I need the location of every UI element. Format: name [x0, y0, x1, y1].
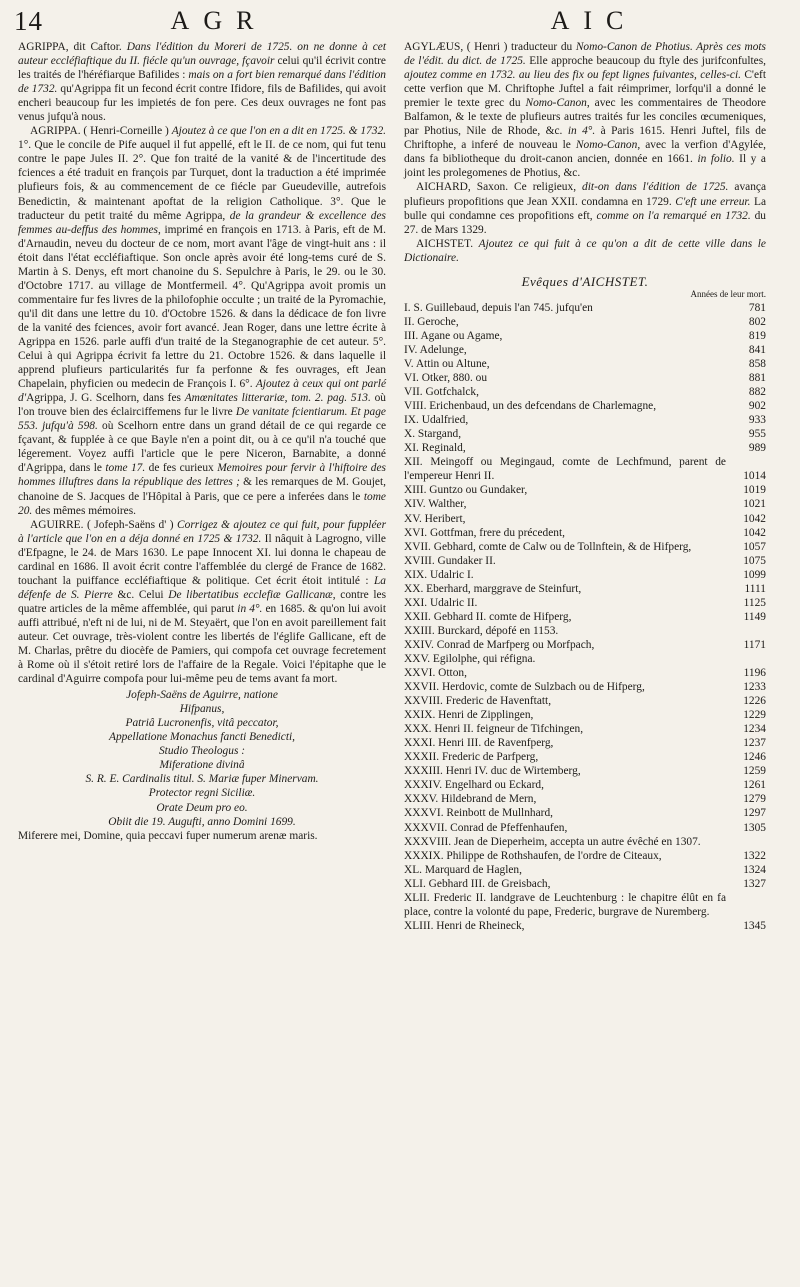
bishop-death-year: 1099	[743, 568, 766, 581]
text-run: avança plufieurs propofitions que Jean XXII. condamna en 1729.	[404, 181, 767, 208]
text-run: où Scelhorn entre dans un grand détail de ce qui regarde ce fçavant, & fupplée à ce que Bayle n'en a point dit, ou à ce qu'il n'a touché que légerement. Voyez auffi l'article que le pere Niceron, Barnabite, a donné d'Agrippa, dans le	[18, 420, 387, 475]
text-run: où l'on trouve bien des éclairciffemens fur le livre	[18, 392, 386, 419]
text-run: du 27. de Mars 1329.	[404, 209, 766, 236]
entry-agylaeus	[404, 40, 766, 180]
bishop-entry	[404, 540, 766, 554]
bishop-name: V. Attin ou Altune,	[404, 357, 490, 370]
text-run: Miferere mei, Domine, quia peccavi fuper numerum arenæ maris.	[18, 829, 318, 842]
bishop-death-year: 1226	[743, 695, 766, 708]
bishop-entry	[404, 750, 766, 764]
italic-run: tome 20.	[18, 490, 386, 517]
bishop-name: XVI. Gottfman, frere du précedent,	[404, 526, 565, 539]
italic-run: Nomo-Canon de Photius. Après ces mots de l'édit. du dict. de 1725.	[404, 41, 766, 68]
epitaph-line: Jofeph-Saëns de Aguirre, natione	[126, 689, 278, 702]
italic-run: La défenfe de S. Pierre	[18, 574, 386, 601]
bishop-death-year: 1042	[743, 512, 766, 525]
italic-run: in 4°.	[237, 602, 263, 615]
bishop-death-year: 933	[748, 414, 766, 427]
bishop-death-year: 1327	[743, 877, 766, 890]
bishop-entry	[404, 301, 766, 315]
italic-run: comme on l'a remarqué en 1732.	[596, 209, 751, 222]
bishop-name: III. Agane ou Agame,	[404, 329, 503, 342]
bishop-entry	[404, 680, 766, 694]
bishop-entry	[404, 554, 766, 568]
bishop-death-year: 989	[748, 442, 766, 455]
italic-run: Et page 553. jufqu'à 598.	[18, 406, 386, 433]
bishop-death-year: 1237	[743, 737, 766, 750]
bishop-death-year: 1125	[743, 596, 766, 609]
bishop-entry	[404, 610, 766, 624]
bishop-death-year: 1345	[743, 919, 766, 932]
page-number: 14	[14, 6, 43, 36]
bishop-entry	[404, 483, 766, 497]
italic-run: Memoires pour fervir à l'hiftoire des hommes illuftres dans la république des lettres ;	[18, 462, 386, 489]
bishop-entry	[404, 371, 766, 385]
text-run: à Paris 1615. Henri Juftel, fils de Chriftophe, a inferé de nouveau le	[404, 125, 767, 152]
bishop-entry	[404, 877, 766, 891]
entry-aguirre	[18, 518, 386, 687]
bishop-entry	[404, 821, 766, 835]
bishop-name: XII. Meingoff ou Megingaud, comte de Lechfmund, parent de l'empereur Henri II.	[404, 456, 726, 483]
bishop-entry	[404, 399, 766, 413]
bishop-name: XXXIII. Henri IV. duc de Wirtemberg,	[404, 765, 581, 778]
text-run: C'eft cette verfion que M. Chriftophe Juftel a fait réimprimer, lorfqu'il a donné le premier le texte grec du	[404, 69, 766, 110]
italic-run: mais on a fort bien remarqué dans l'édition de 1732.	[18, 69, 386, 96]
bishops-list-title: Evêques d'AICHSTET.	[521, 273, 649, 289]
bishop-death-year: 1014	[743, 470, 766, 483]
text-run: celui qu'il écrivit contre les traités de l'héréfiarque Bafilides :	[18, 55, 386, 82]
bishop-name: XXXVII. Conrad de Pfeffenhaufen,	[404, 821, 568, 834]
page-header	[14, 6, 786, 36]
bishop-name: XXXII. Frederic de Parfperg,	[404, 751, 539, 764]
bishop-death-year: 881	[748, 372, 766, 385]
text-run: AICHARD, Saxon. Ce religieux,	[416, 181, 583, 194]
epitaph-closing	[18, 829, 386, 843]
bishop-death-year: 1324	[743, 863, 766, 876]
bishop-entry	[404, 835, 766, 849]
italic-run: Ajoutez à ce que l'on en a dit en 1725. & 1732.	[171, 125, 386, 138]
text-run: , avec la verfion d'Agylée, dans fa bibliotheque du droit-canon ancien, donnée en 1661.	[404, 139, 766, 166]
bishop-name: XXVI. Otton,	[404, 667, 467, 680]
bishop-name: IV. Adelunge,	[404, 343, 467, 356]
text-run: de fes curieux	[145, 462, 218, 475]
italic-run: in folio.	[697, 153, 735, 166]
italic-run: Nomo-Canon	[575, 139, 638, 152]
bishop-death-year: 858	[748, 357, 766, 370]
bishop-entry	[404, 315, 766, 329]
bishop-death-year: 1019	[743, 484, 766, 497]
bishop-entry	[404, 526, 766, 540]
bishop-entry	[404, 764, 766, 778]
bishop-death-year: 1229	[743, 709, 766, 722]
bishop-entry	[404, 497, 766, 511]
bishop-name: XXVII. Herdovic, comte de Sulzbach ou de Hifperg,	[404, 681, 645, 694]
bishop-death-year: 1234	[743, 723, 766, 736]
entry-agrippa-cornelius	[18, 124, 386, 517]
bishop-death-year: 955	[748, 428, 766, 441]
bishop-entry	[404, 806, 766, 820]
bishop-entry	[404, 568, 766, 582]
bishop-name: XXII. Gebhard II. comte de Hifperg,	[404, 610, 572, 623]
bishop-name: I. S. Guillebaud, depuis l'an 745. jufqu'en	[404, 301, 593, 314]
bishop-name: XVIII. Gundaker II.	[404, 554, 496, 567]
epitaph-line: Appellatione Monachus fancti Benedicti,	[109, 731, 295, 744]
bishop-name: XXXI. Henri III. de Ravenfperg,	[404, 737, 554, 750]
bishop-name: XXVIII. Frederic de Havenftatt,	[404, 695, 552, 708]
bishop-death-year: 1233	[743, 681, 766, 694]
text-run: Agrippa, J. G. Scelhorn, dans fes	[26, 392, 185, 405]
bishop-death-year: 1042	[743, 526, 766, 539]
entry-aichstet	[404, 237, 766, 265]
bishop-death-year: 902	[748, 400, 766, 413]
bishop-entry	[404, 638, 766, 652]
bishop-death-year: 1246	[743, 751, 766, 764]
text-run: &c. Celui	[112, 588, 169, 601]
epitaph-line: Protector regni Siciliæ.	[148, 787, 256, 800]
bishop-name: II. Geroche,	[404, 315, 459, 328]
italic-run: Ajoutez ce qui fuit à ce qu'on a dit de cette ville dans le Dictionaire.	[404, 237, 766, 264]
bishop-death-year: 1196	[743, 667, 766, 680]
bishop-death-year: 1021	[743, 498, 766, 511]
bishop-death-year: 1279	[743, 793, 766, 806]
bishops-list	[404, 301, 766, 933]
italic-run: Ajoutez à ceux qui ont parlé d'	[18, 378, 387, 405]
text-run: en 1685. & qu'on lui avoit auffi attribué, n'eft ni de lui, ni de M. Steyaërt, que l'on en avoit pareillement fait auteur. Cet ouvrage, très-violent contre les libertés de l'églife Gallicane, eft de M. Charlas, prêtre du diocèfe de Pamiers, qui compofa cet ouvrage fecretement à Rome où il s'étoit retiré lors de l'affaire de la Regale. Voici l'épitaphe que le cardinal d'Aguirre compofa pour lui-même peu de tems avant fa mort.	[18, 602, 386, 686]
bishop-name: XIV. Walther,	[404, 498, 467, 511]
italic-run: dit-on dans l'édition de 1725.	[582, 181, 729, 194]
text-run: AGUIRRE. ( Jofeph-Saëns d' )	[30, 518, 178, 531]
bishop-name: XXXV. Hildebrand de Mern,	[404, 793, 537, 806]
bishop-name: XXXIV. Engelhard ou Eckard,	[404, 779, 544, 792]
text-run: AGRIPPA, dit Caftor.	[18, 41, 127, 53]
italic-run: Dans l'édition du Moreri de 1725. on ne donne à cet auteur eccléfiaftique du II. fiécle qu'un ouvrage, fçavoir	[18, 41, 386, 68]
epitaph-line: Obiit die 19. Augufti, anno Domini 1699.	[108, 815, 296, 828]
bishop-entry	[404, 863, 766, 877]
bishop-entry	[404, 694, 766, 708]
bishop-name: XXIII. Burckard, dépofé en 1153.	[404, 624, 559, 637]
bishop-entry	[404, 652, 766, 666]
bishop-death-year: 1111	[744, 582, 766, 595]
text-run: Il y a joint les prolegomenes de Photius, &c.	[404, 153, 766, 180]
right-column	[404, 40, 766, 933]
bishop-name: XL. Marquard de Haglen,	[404, 863, 522, 876]
running-head-left: AGR	[170, 6, 268, 35]
bishop-name: XI. Reginald,	[404, 442, 466, 455]
epitaph-line: S. R. E. Cardinalis titul. S. Mariæ fuper Minervam.	[85, 773, 319, 786]
bishop-name: XIII. Guntzo ou Gundaker,	[404, 484, 528, 497]
bishop-name: XLII. Frederic II. landgrave de Leuchtenburg : le chapitre élût en fa place, contre la volonté du pape, Frederic, burgrave de Nuremberg.	[404, 891, 726, 918]
bishop-entry	[404, 722, 766, 736]
bishop-death-year: 1261	[743, 779, 766, 792]
bishop-name: VIII. Erichenbaud, un des defcendans de Charlemagne,	[404, 400, 657, 413]
italic-run: C'eft une erreur.	[675, 195, 751, 208]
bishop-entry	[404, 357, 766, 371]
bishop-entry	[404, 666, 766, 680]
bishop-death-year: 1259	[743, 765, 766, 778]
italic-run: Amœnitates litterariæ, tom. 2. pag. 513.	[184, 392, 371, 405]
italic-run: tome 17.	[105, 462, 146, 475]
bishop-name: XXXVI. Reinbott de Mullnhard,	[404, 807, 554, 820]
bishop-name: XIX. Udalric I.	[404, 568, 474, 581]
text-run: & les remarques de M. Goujet, chanoine de S. Jacques de l'Hôpital à Paris, que ce pere a inferées dans le	[18, 476, 386, 503]
epitaph-line: Patriâ Lucronenfis, vitâ peccator,	[125, 717, 279, 730]
italic-run: Nomo-Canon	[525, 97, 587, 110]
italic-run: De libertatibus ecclefiæ Gallicanæ	[168, 588, 333, 601]
text-run: des mêmes mémoires.	[32, 504, 137, 517]
bishop-name: XXV. Egilolphe, qui réfigna.	[404, 652, 536, 665]
bishop-death-year: 781	[748, 301, 766, 314]
text-run: Elle approche beaucoup du ftyle des jurifconfultes,	[525, 55, 767, 68]
bishop-death-year: 1149	[743, 610, 766, 623]
bishop-death-year: 1322	[743, 849, 766, 862]
running-head-right: AIC	[550, 6, 638, 35]
bishop-entry	[404, 792, 766, 806]
bishop-entry	[404, 919, 766, 933]
bishop-death-year: 819	[748, 329, 766, 342]
bishop-name: XXIX. Henri de Zipplingen,	[404, 709, 534, 722]
italic-run: De vanitate fcientiarum.	[235, 406, 348, 419]
epitaph-line: Miferatione divinâ	[159, 759, 245, 772]
italic-run: de la grandeur & excellence des femmes au-deffus des hommes	[18, 209, 386, 236]
bishop-name: XXXIX. Philippe de Rothshaufen, de l'ordre de Citeaux,	[404, 849, 662, 862]
bishop-name: XXIV. Conrad de Marfperg ou Morfpach,	[404, 638, 595, 651]
epitaph-line: Hifpanus,	[179, 703, 225, 716]
bishop-name: VII. Gotfchalck,	[404, 386, 479, 399]
bishop-name: XXI. Udalric II.	[404, 596, 478, 609]
bishop-name: XXXVIII. Jean de Dieperheim, accepta un autre évêché en 1307.	[404, 835, 701, 848]
bishop-name: XV. Heribert,	[404, 512, 466, 525]
text-run: Il nâquit à Lagrogno, ville d'Efpagne, le 24. de Mars 1630. Le pape Innocent XI. lui donna le chapeau de cardinal en 1686. Il avoit écrit contre l'affemblée du clergé de France de 1682. touchant la puiffance eccléfiaftique & politique. Cet écrit étoit intitulé :	[18, 532, 386, 587]
text-run: AGRIPPA. ( Henri-Corneille )	[30, 125, 172, 138]
bishop-death-year: 1075	[743, 554, 766, 567]
epitaph	[18, 688, 386, 828]
bishop-death-year: 1297	[743, 807, 766, 820]
epitaph-line: Orate Deum pro eo.	[156, 801, 248, 814]
italic-run: ajoutez comme en 1732. au lieu des fix ou fept lignes fuivantes, celles-ci.	[404, 69, 741, 82]
bishop-entry	[404, 708, 766, 722]
entry-aichard	[404, 180, 766, 236]
bishop-name: XLI. Gebhard III. de Greisbach,	[404, 877, 551, 890]
bishop-death-year: 1171	[743, 638, 766, 651]
bishop-entry	[404, 427, 766, 441]
text-run: La bulle qui condamne ces propofitions eft,	[404, 195, 767, 222]
bishop-death-year: 1305	[743, 821, 766, 834]
left-column	[18, 40, 386, 843]
bishop-entry	[404, 413, 766, 427]
bishop-entry	[404, 624, 766, 638]
bishop-name: XLIII. Henri de Rheineck,	[404, 919, 525, 932]
italic-run: in 4°.	[567, 125, 596, 138]
bishop-death-year: 802	[748, 315, 766, 328]
bishop-entry	[404, 441, 766, 455]
text-run: , avec les commentaires de Theodore Balfamon, & le texte de plufieurs autres traités fur les conciles œcumeniques, par Photius, Nile de Rhode, &c.	[404, 97, 766, 138]
entry-agrippa-castor	[18, 40, 386, 124]
bishop-entry	[404, 736, 766, 750]
bishop-entry	[404, 582, 766, 596]
bishop-entry	[404, 343, 766, 357]
text-run: , contre les quatre articles de la même affemblée, qui parut	[18, 588, 387, 615]
bishop-entry	[404, 455, 766, 483]
bishop-name: VI. Otker, 880. ou	[404, 372, 488, 385]
text-run: 1°. Que le concile de Pife auquel il fut appellé, eft le II. de ce nom, qui fut tenu contre le pape Jules II. 2°. Que fon traité de la vanité & de l'incertitude des fciences a été traduit en françois par Turquet, dont la traduction a été imprimée plufieurs fois, & au commencement de ce fiécle par Gueudeville, autrefois Benedictin, & maintenant apoftat de la religion Catholique. 3°. Que le traducteur du petit traité du même Agrippa,	[18, 139, 386, 222]
text-run: qu'Agrippa fit un fecond écrit contre Ifidore, fils de Bafilides, qui avoit encheri beaucoup fur les impietés de fon pere. Ces deux ouvrages ne font pas venus jufqu'à nous.	[18, 83, 386, 124]
epitaph-line: Studio Theologus :	[158, 745, 246, 758]
years-column-label: Années de leur mort.	[690, 288, 766, 299]
bishop-death-year: 882	[748, 386, 766, 399]
bishop-entry	[404, 849, 766, 863]
bishop-name: IX. Udalfried,	[404, 414, 469, 427]
bishop-entry	[404, 512, 766, 526]
bishop-entry	[404, 385, 766, 399]
text-run: AGYLÆUS, ( Henri ) traducteur du	[404, 41, 576, 53]
bishop-death-year: 841	[748, 343, 766, 356]
text-run: , imprimé en françois en 1713. à Paris, eft de M. d'Arnaudin, neveu du docteur de ce nom, mort avant l'âge de vingt-huit ans : il étoit dans l'état eccléfiaftique. Son oncle après avoir été long-tems curé de S. Martin à S. Denys, eft mort chanoine du S. Sepulchre à Paris, le 29. ou le 30. d'Octobre 1717. au village de Montfermeil. 4°. Qu'Agrippa avoit promis un commentaire fur fes livres de la philofophie occulte ; un traité de la Pyromachie, qu'il dit dans une lettre du 10. d'Octobre 1526. & dans la dédicace de fon livre de la vanité des fciences, avoir fort avancé. Jean Roger, dans une lettre écrite à Agrippa en 1526. parle auffi d'un traité de la Steganographie de cet auteur. 5°. Celui à qui Agrippa écrivit fa lettre du 21. Octobre 1526. & dans laquelle il apprend plufieurs particularités fur fa perfonne & fes ouvrages, eft Jean Chapelain, phyficien ou medecin de François I. 6°.	[18, 223, 386, 391]
italic-run: Corrigez & ajoutez ce qui fuit, pour fuppléer à l'article que l'on en a déja donné en 1725 & 1732.	[18, 518, 386, 545]
text-run: AICHSTET.	[416, 237, 479, 250]
bishop-entry	[404, 329, 766, 343]
bishop-entry	[404, 778, 766, 792]
bishop-name: XX. Eberhard, marggrave de Steinfurt,	[404, 582, 582, 595]
bishop-entry	[404, 596, 766, 610]
bishop-name: XVII. Gebhard, comte de Calw ou de Tollnftein, & de Hifperg,	[404, 540, 692, 553]
bishop-name: X. Stargand,	[404, 428, 462, 441]
bishop-name: XXX. Henri II. feigneur de Tifchingen,	[404, 723, 584, 736]
bishop-entry	[404, 891, 766, 919]
bishop-death-year: 1057	[743, 540, 766, 553]
